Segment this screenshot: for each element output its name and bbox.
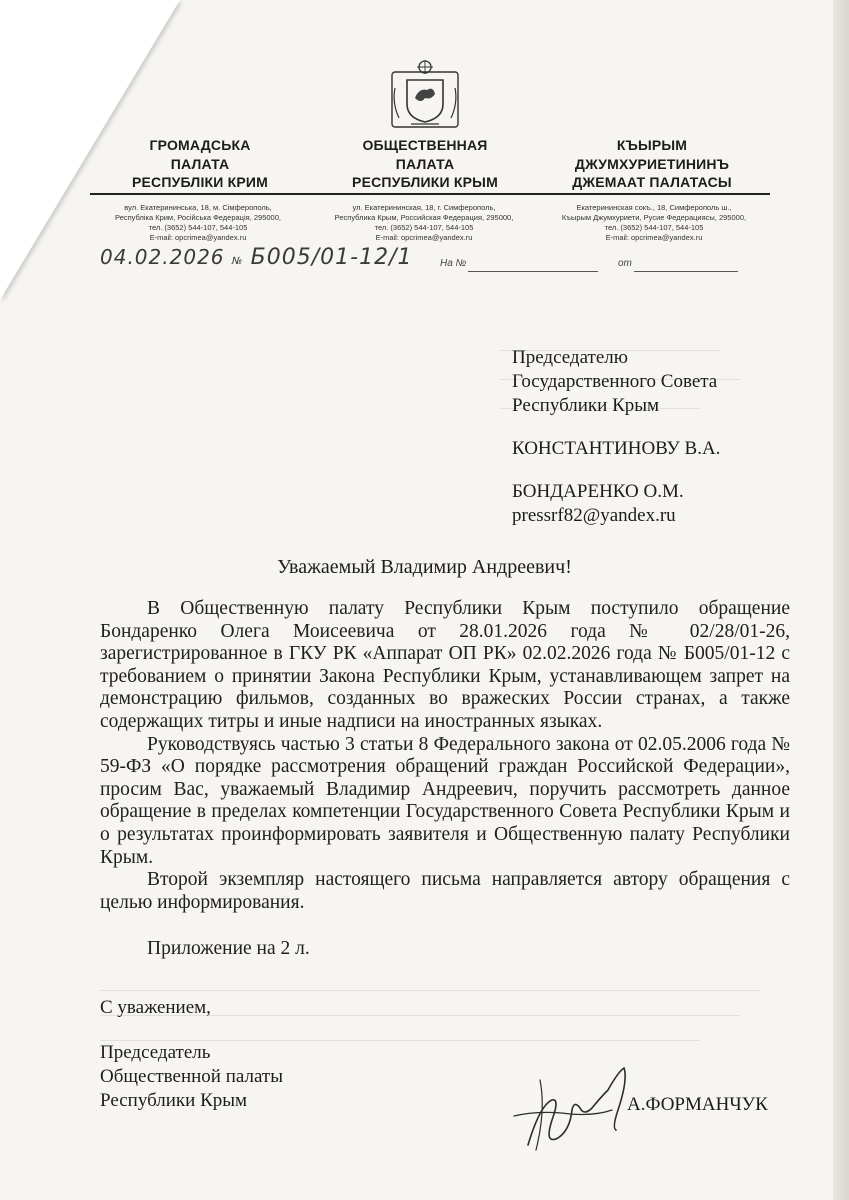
header-divider (90, 193, 770, 195)
body-paragraph: Второй экземпляр настоящего письма направляется автору обращения с целью информирования. (100, 869, 790, 913)
signer-title-line: Республики Крым (100, 1090, 248, 1111)
signer-name: А.ФОРМАНЧУК (627, 1094, 768, 1115)
recipient-title-line: Председателю (512, 347, 628, 368)
body-paragraph: Руководствуясь частью 3 статьи 8 Федерального закона от 02.05.2006 года № 59-ФЗ «О порядке рассмотрения обращений граждан Российской Федерации», просим Вас, уважаемый Владимир Андреевич, поручить рассмотреть данное обращение в пределах компетенции Государственного Совета Республики Крым и о результатах проинформировать заявителя и Общественную палату Республики Крым. (100, 733, 790, 868)
reference-date-label: от (618, 258, 632, 269)
recipient-name-primary: КОНСТАНТИНОВУ В.А. (512, 438, 721, 459)
address-crimean-tatar: Екатерининская сокъ., 18, Симферополь ш., Къырым Джумхуриети, Русие Федерациясы, 295000, тел. (3652) 544-107, 544-105 E-mail: opcrimea@yandex.ru (561, 203, 747, 242)
address-russian: ул. Екатерининская, 18, г. Симферополь, Республика Крым, Российская Федерация, 295000, тел. (3652) 544-107, 544-105 E-mail: opcrimea@yandex.ru (334, 203, 514, 242)
address-ukrainian: вул. Екатерининська, 18, м. Сімферополь, Республіка Крим, Російська Федерація, 295000, тел. (3652) 544-107, 544-105 E-mail: opcrimea@yandex.ru (115, 203, 281, 242)
document-number: Б005/01-12/1 (250, 245, 413, 270)
reference-number-label: На № (440, 258, 467, 269)
crimea-coat-of-arms-icon (389, 58, 461, 130)
signer-block (100, 1041, 283, 1113)
folded-corner (0, 0, 180, 300)
attachment-note: Приложение на 2 л. (147, 938, 310, 960)
page-edge-shadow (833, 0, 849, 1200)
reference-date-blank (634, 271, 738, 272)
reference-number-blank (468, 271, 598, 272)
recipient-title-line: Республики Крым (512, 395, 660, 416)
letter-body (100, 598, 790, 961)
handwritten-signature (500, 1050, 640, 1160)
signer-title-line: Председатель (100, 1042, 211, 1063)
document-date: 04.02.2026 (100, 245, 225, 269)
document-number-label: № (231, 256, 244, 267)
recipient-email: pressrf82@yandex.ru (512, 505, 676, 526)
letter-greeting: Уважаемый Владимир Андреевич! (277, 556, 572, 578)
org-name-ukrainian: ГРОМАДСЬКА ПАЛАТА РЕСПУБЛІКИ КРИМ (131, 137, 269, 190)
recipient-title-line: Государственного Совета (512, 371, 718, 392)
signer-title-line: Общественной палаты (100, 1066, 283, 1087)
recipient-name-copy: БОНДАРЕНКО О.М. (512, 481, 684, 502)
org-name-crimean-tatar: КЪЫРЫМ ДЖУМХУРИЕТИНИНЪ ДЖЕМААТ ПАЛАТАСЫ (572, 137, 732, 190)
recipient-block (512, 346, 720, 528)
org-name-russian: ОБЩЕСТВЕННАЯ ПАЛАТА РЕСПУБЛИКИ КРЫМ (352, 137, 498, 190)
body-paragraph: В Общественную палату Республики Крым поступило обращение Бондаренко Олега Моисеевича от 28.01.2026 года № 02/28/01-26, зарегистрированное в ГКУ РК «Аппарат ОП РК» 02.02.2026 года № Б005/01-12 с требованием о принятии Закона Республики Крым, устанавливающем запрет на демонстрацию фильмов, созданных во вражеских России странах, а также содержащих титры и иные надписи на иностранных языках. (100, 598, 790, 732)
closing-phrase: С уважением, (100, 997, 211, 1018)
